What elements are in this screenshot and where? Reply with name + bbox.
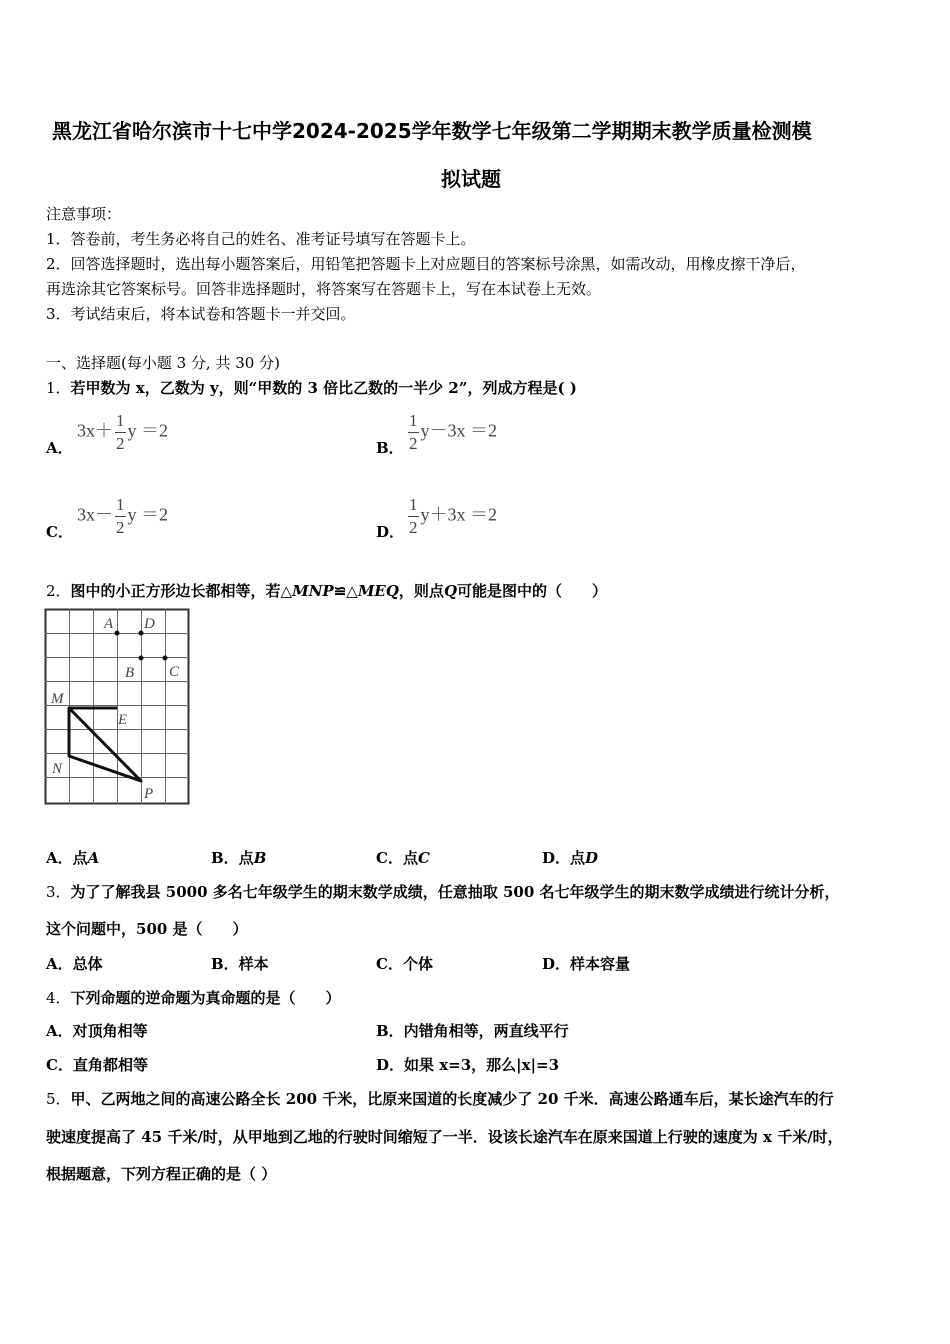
label-p: P xyxy=(144,786,154,802)
question-5-cont2: 根据题意，下列方程正确的是（ ） xyxy=(46,1165,277,1183)
question-number: 3． xyxy=(46,883,71,901)
question-3: 3．为了了解我县 5000 多名七年级学生的期末数学成绩，任意抽取 500 名七年级学生的期末数学成绩进行统计分析， xyxy=(46,883,840,901)
option-label: B． xyxy=(376,439,404,457)
label-b: B xyxy=(125,665,135,681)
point-b xyxy=(139,656,144,661)
notice-item-2: 2．回答选择题时，选出每小题答案后，用铅笔把答题卡上对应题目的答案标号涂黑，如需改动，用橡皮擦干净后， xyxy=(46,255,806,273)
fraction: $\frac{1}{2}$ xyxy=(116,411,125,453)
fraction: $\frac{1}{2}$ xyxy=(409,495,418,537)
option-label: C． xyxy=(46,523,73,541)
question-3-cont: 这个问题中，500 是（ ） xyxy=(46,920,248,938)
option-formula: 3x－ $\frac{1}{2}$ y ＝2 xyxy=(77,495,168,537)
question-2: 2．图中的小正方形边长都相等，若△MNP≌△MEQ，则点Q可能是图中的（ ） xyxy=(46,582,608,600)
option-formula: $\frac{1}{2}$ y＋3x ＝2 xyxy=(409,495,497,537)
label-n: N xyxy=(52,761,63,777)
option-label: D． xyxy=(376,523,405,541)
q4-option-c[interactable]: C．直角都相等 xyxy=(46,1056,148,1074)
label-e: E xyxy=(118,712,128,728)
page-title-line2: 拟试题 xyxy=(441,167,501,191)
q2-option-d[interactable]: D．点D xyxy=(542,849,599,867)
fraction: $\frac{1}{2}$ xyxy=(116,495,125,537)
option-formula: $\frac{1}{2}$ y－3x ＝2 xyxy=(409,411,497,453)
label-a: A xyxy=(104,616,114,632)
question-5: 5．甲、乙两地之间的高速公路全长 200 千米，比原来国道的长度减少了 20 千米．高速公路通车后，某长途汽车的行 xyxy=(46,1090,834,1108)
q4-option-a[interactable]: A．对顶角相等 xyxy=(46,1022,148,1040)
option-label: A． xyxy=(46,439,73,457)
q3-option-b[interactable]: B．样本 xyxy=(211,955,269,973)
page-title: 黑龙江省哈尔滨市十七中学2024-2025学年数学七年级第二学期期末教学质量检测模 xyxy=(52,119,812,143)
label-d: D xyxy=(144,616,155,632)
point-c xyxy=(163,656,168,661)
q4-option-d[interactable]: D．如果 x=3，那么|x|=3 xyxy=(376,1056,560,1074)
fraction: $\frac{1}{2}$ xyxy=(409,411,418,453)
question-1 xyxy=(46,377,577,398)
q2-option-b[interactable]: B．点B xyxy=(211,849,267,867)
question-number: 1． xyxy=(46,379,71,397)
question-4: 4．下列命题的逆命题为真命题的是（ ） xyxy=(46,989,341,1007)
q2-option-a[interactable]: A．点A xyxy=(46,849,100,867)
q4-option-b[interactable]: B．内错角相等，两直线平行 xyxy=(376,1022,569,1040)
triangle-mnp xyxy=(69,708,141,781)
notice-item-3: 3．考试结束后，将本试卷和答题卡一并交回。 xyxy=(46,305,356,323)
option-formula: 3x＋ $\frac{1}{2}$ y ＝2 xyxy=(77,411,168,453)
q2-option-c[interactable]: C．点C xyxy=(376,849,430,867)
question-number: 2． xyxy=(46,582,71,600)
q3-option-c[interactable]: C．个体 xyxy=(376,955,433,973)
notice-item-1: 1．答卷前，考生务必将自己的姓名、准考证号填写在答题卡上。 xyxy=(46,230,476,248)
question-5-cont: 驶速度提高了 45 千米/时，从甲地到乙地的行驶时间缩短了一半．设该长途汽车在原来国道上行驶的速度为 x 千米/时， xyxy=(46,1128,843,1146)
point-d xyxy=(139,631,144,636)
question-stem: 若甲数为 x，乙数为 y，则“甲数的 3 倍比乙数的一半少 2”，列成方程是( ) xyxy=(70,379,577,397)
q3-option-d[interactable]: D．样本容量 xyxy=(542,955,631,973)
notice-heading: 注意事项： xyxy=(46,205,122,223)
grid-figure xyxy=(44,608,192,808)
notice-item-2-cont: 再选涂其它答案标号。回答非选择题时，将答案写在答题卡上，写在本试卷上无效。 xyxy=(46,280,602,298)
point-a xyxy=(115,631,120,636)
question-number: 4． xyxy=(46,989,71,1007)
label-c: C xyxy=(169,664,180,680)
q3-option-a[interactable]: A．总体 xyxy=(46,955,103,973)
question-number: 5． xyxy=(46,1090,71,1108)
section-heading: 一、选择题(每小题 3 分, 共 30 分) xyxy=(46,354,280,372)
label-m: M xyxy=(51,691,64,707)
